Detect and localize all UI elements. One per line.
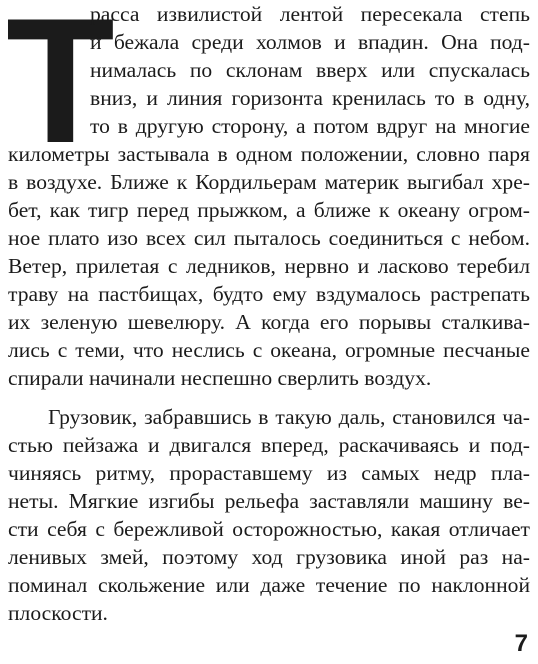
text-line: поминал скольжение или даже течение по наклонной (8, 573, 530, 597)
text-line: неты. Мягкие изгибы рельефа заставляли машину ве- (8, 489, 530, 513)
text-line: и бежала среди холмов и впадин. Она под- (90, 30, 530, 54)
text-line: ное плато изо всех сил пыталось соединиться с небом. (8, 226, 530, 250)
text-line: бет, как тигр перед прыжком, а ближе к океану огром- (8, 198, 530, 222)
text-line: плоскости. (8, 601, 108, 625)
text-line: то в другую сторону, а потом вдруг на многие (90, 114, 530, 138)
text-line: километры застывала в одном положении, словно паря (8, 142, 530, 166)
text-line: чиняясь ритму, прораставшему из самых недр пла- (8, 461, 530, 485)
text-line: ленивых змей, поэтому ход грузовика иной раз на- (8, 545, 530, 569)
text-line: стью пейзажа и двигался вперед, раскачиваясь и под- (8, 433, 530, 457)
text-line: вниз, и линия горизонта кренилась то в одну, (90, 86, 530, 110)
text-line: лись с теми, что неслись с океана, огромные песчаные (8, 338, 530, 362)
text-line: их зеленую шевелюру. А когда его порывы сталкива- (8, 310, 530, 334)
text-line: траву на пастбищах, будто ему вздумалось растрепать (8, 282, 530, 306)
text-line: Грузовик, забравшись в такую даль, становился ча- (48, 405, 530, 429)
text-line: Ветер, прилетая с ледников, нервно и ласково теребил (8, 254, 530, 278)
drop-cap: Т (6, 0, 115, 180)
text-line: нималась по склонам вверх или спускалась (90, 58, 530, 82)
text-line: спирали начинали неспешно сверлить воздух. (8, 366, 432, 390)
text-line: в воздухе. Ближе к Кордильерам материк выгибал хре- (8, 170, 530, 194)
page-number: 7 (514, 630, 528, 657)
text-line: расса извилистой лентой пересекала степь (90, 2, 530, 26)
text-line: сти себя с бережливой осторожностью, какая отличает (8, 517, 530, 541)
